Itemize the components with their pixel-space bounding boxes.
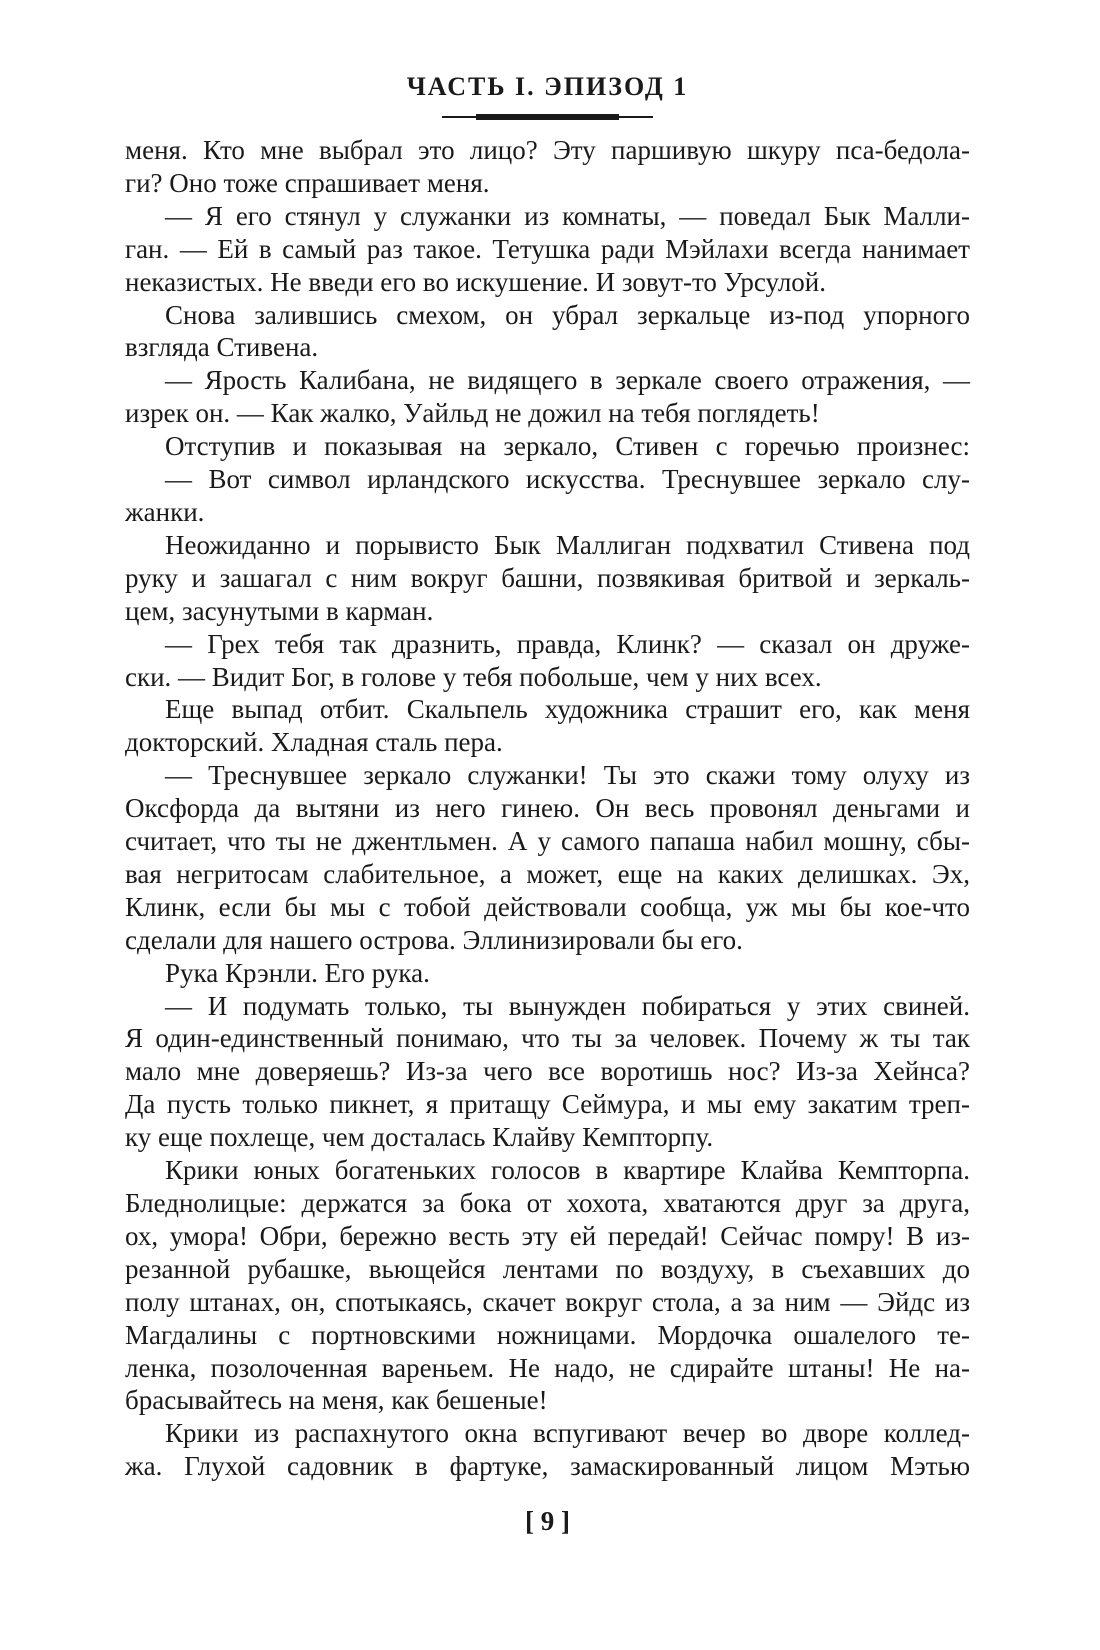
- text-line: — Я его стянул у служанки из комнаты, — поведал Бык Малли-: [165, 200, 970, 231]
- text-line: жанки.: [125, 496, 205, 527]
- paragraph: [125, 430, 970, 463]
- text-line: Оксфорда да вытяни из него гинею. Он весь провонял деньгами и: [125, 793, 970, 824]
- text-line: Клинк, если бы мы с тобой действовали сообща, уж мы бы кое-что: [125, 891, 970, 922]
- text-line: вая негритосам слабительное, а может, еще на каких делишках. Эх,: [125, 858, 970, 889]
- text-line: Неожиданно и порывисто Бык Маллиган подхватил Стивена под: [165, 529, 970, 560]
- text-line: Снова залившись смехом, он убрал зеркальце из-под упорного: [165, 299, 970, 330]
- text-line: жа. Глухой садовник в фартуке, замаскированный лицом Мэтью: [125, 1451, 970, 1482]
- text-line: Еще выпад отбит. Скальпель художника страшит его, как меня: [165, 694, 970, 725]
- text-line: — Треснувшее зеркало служанки! Ты это скажи тому олуху из: [165, 760, 970, 791]
- text-line: — Грех тебя так дразнить, правда, Клинк? — сказал он друже-: [165, 628, 970, 659]
- text-line: цем, засунутыми в карман.: [125, 595, 434, 626]
- paragraph: [125, 134, 970, 200]
- text-line: взгляда Стивена.: [125, 332, 319, 363]
- text-line: ох, умора! Обри, бережно весть эту ей передай! Сейчас помру! В из-: [125, 1220, 970, 1251]
- text-line: мало мне доверяешь? Из-за чего все воротишь нос? Из-за Хейнса?: [125, 1056, 970, 1087]
- paragraph: [125, 463, 970, 529]
- paragraph: [125, 693, 970, 759]
- text-line: — И подумать только, ты вынужден побираться у этих свиней.: [165, 990, 970, 1021]
- text-line: ган. — Ей в самый раз такое. Тетушка ради Мэйлахи всегда нанимает: [125, 233, 970, 264]
- text-line: Я один-единственный понимаю, что ты за человек. Почему ж ты так: [125, 1023, 970, 1054]
- paragraph: [125, 529, 970, 628]
- text-line: ку еще похлеще, чем досталась Клайву Кемпторпу.: [125, 1122, 714, 1153]
- text-line: Крики юных богатеньких голосов в квартире Клайва Кемпторпа.: [165, 1155, 970, 1186]
- text-line: Отступив и показывая на зеркало, Стивен с горечью произнес:: [165, 431, 970, 462]
- paragraph: [125, 759, 970, 956]
- text-line: резанной рубашке, вьющейся лентами по воздуху, в съехавших до: [125, 1253, 970, 1284]
- text-line: меня. Кто мне выбрал это лицо? Эту паршивую шкуру пса-бедола-: [125, 135, 970, 165]
- paragraph: [125, 990, 970, 1155]
- paragraph: [125, 628, 970, 694]
- text-line: — Ярость Калибана, не видящего в зеркале своего отражения, —: [165, 365, 970, 396]
- text-line: сделали для нашего острова. Эллинизировали бы его.: [125, 924, 743, 955]
- text-line: брасывайтесь на меня, как бешеные!: [125, 1385, 548, 1416]
- text-line: ски. — Видит Бог, в голове у тебя побольше, чем у них всех.: [125, 661, 822, 692]
- paragraph: [125, 200, 970, 299]
- paragraph: [125, 1417, 970, 1483]
- text-line: полу штанах, он, спотыкаясь, скачет вокруг стола, а за ним — Эйдс из: [125, 1286, 970, 1317]
- text-line: Магдалины с портновскими ножницами. Мордочка ошалелого те-: [125, 1319, 970, 1350]
- text-line: неказистых. Не введи его во искушение. И зовут-то Урсулой.: [125, 266, 826, 297]
- page-number: [ 9 ]: [525, 1506, 570, 1536]
- text-line: — Вот символ ирландского искусства. Треснувшее зеркало слу-: [165, 464, 970, 495]
- paragraph: [125, 957, 970, 990]
- paragraph: [125, 299, 970, 365]
- text-line: ленка, позолоченная вареньем. Не надо, не сдирайте штаны! Не на-: [125, 1352, 970, 1383]
- text-line: изрек он. — Как жалко, Уайльд не дожил на тебя поглядеть!: [125, 398, 820, 429]
- text-body: [125, 134, 970, 1483]
- text-line: считает, что ты не джентльмен. А у самого папаша набил мошну, сбы-: [125, 826, 970, 857]
- text-line: Бледнолицые: держатся за бока от хохота, хватаются друг за друга,: [125, 1188, 970, 1218]
- text-line: Да пусть только пикнет, я притащу Сеймура, и мы ему закатим треп-: [125, 1089, 970, 1120]
- chapter-header: ЧАСТЬ I. ЭПИЗОД 1: [406, 72, 689, 101]
- text-line: Рука Крэнли. Его рука.: [165, 957, 430, 988]
- text-line: ги? Оно тоже спрашивает меня.: [125, 167, 490, 198]
- text-line: докторский. Хладная сталь пера.: [125, 727, 503, 758]
- paragraph: [125, 1154, 970, 1417]
- text-line: Крики из распахнутого окна вспугивают вечер во дворе коллед-: [165, 1418, 970, 1449]
- paragraph: [125, 364, 970, 430]
- thick-rule: [476, 114, 619, 120]
- header-rule: [442, 113, 653, 121]
- text-line: руку и зашагал с ним вокруг башни, позвякивая бритвой и зеркаль-: [125, 562, 970, 593]
